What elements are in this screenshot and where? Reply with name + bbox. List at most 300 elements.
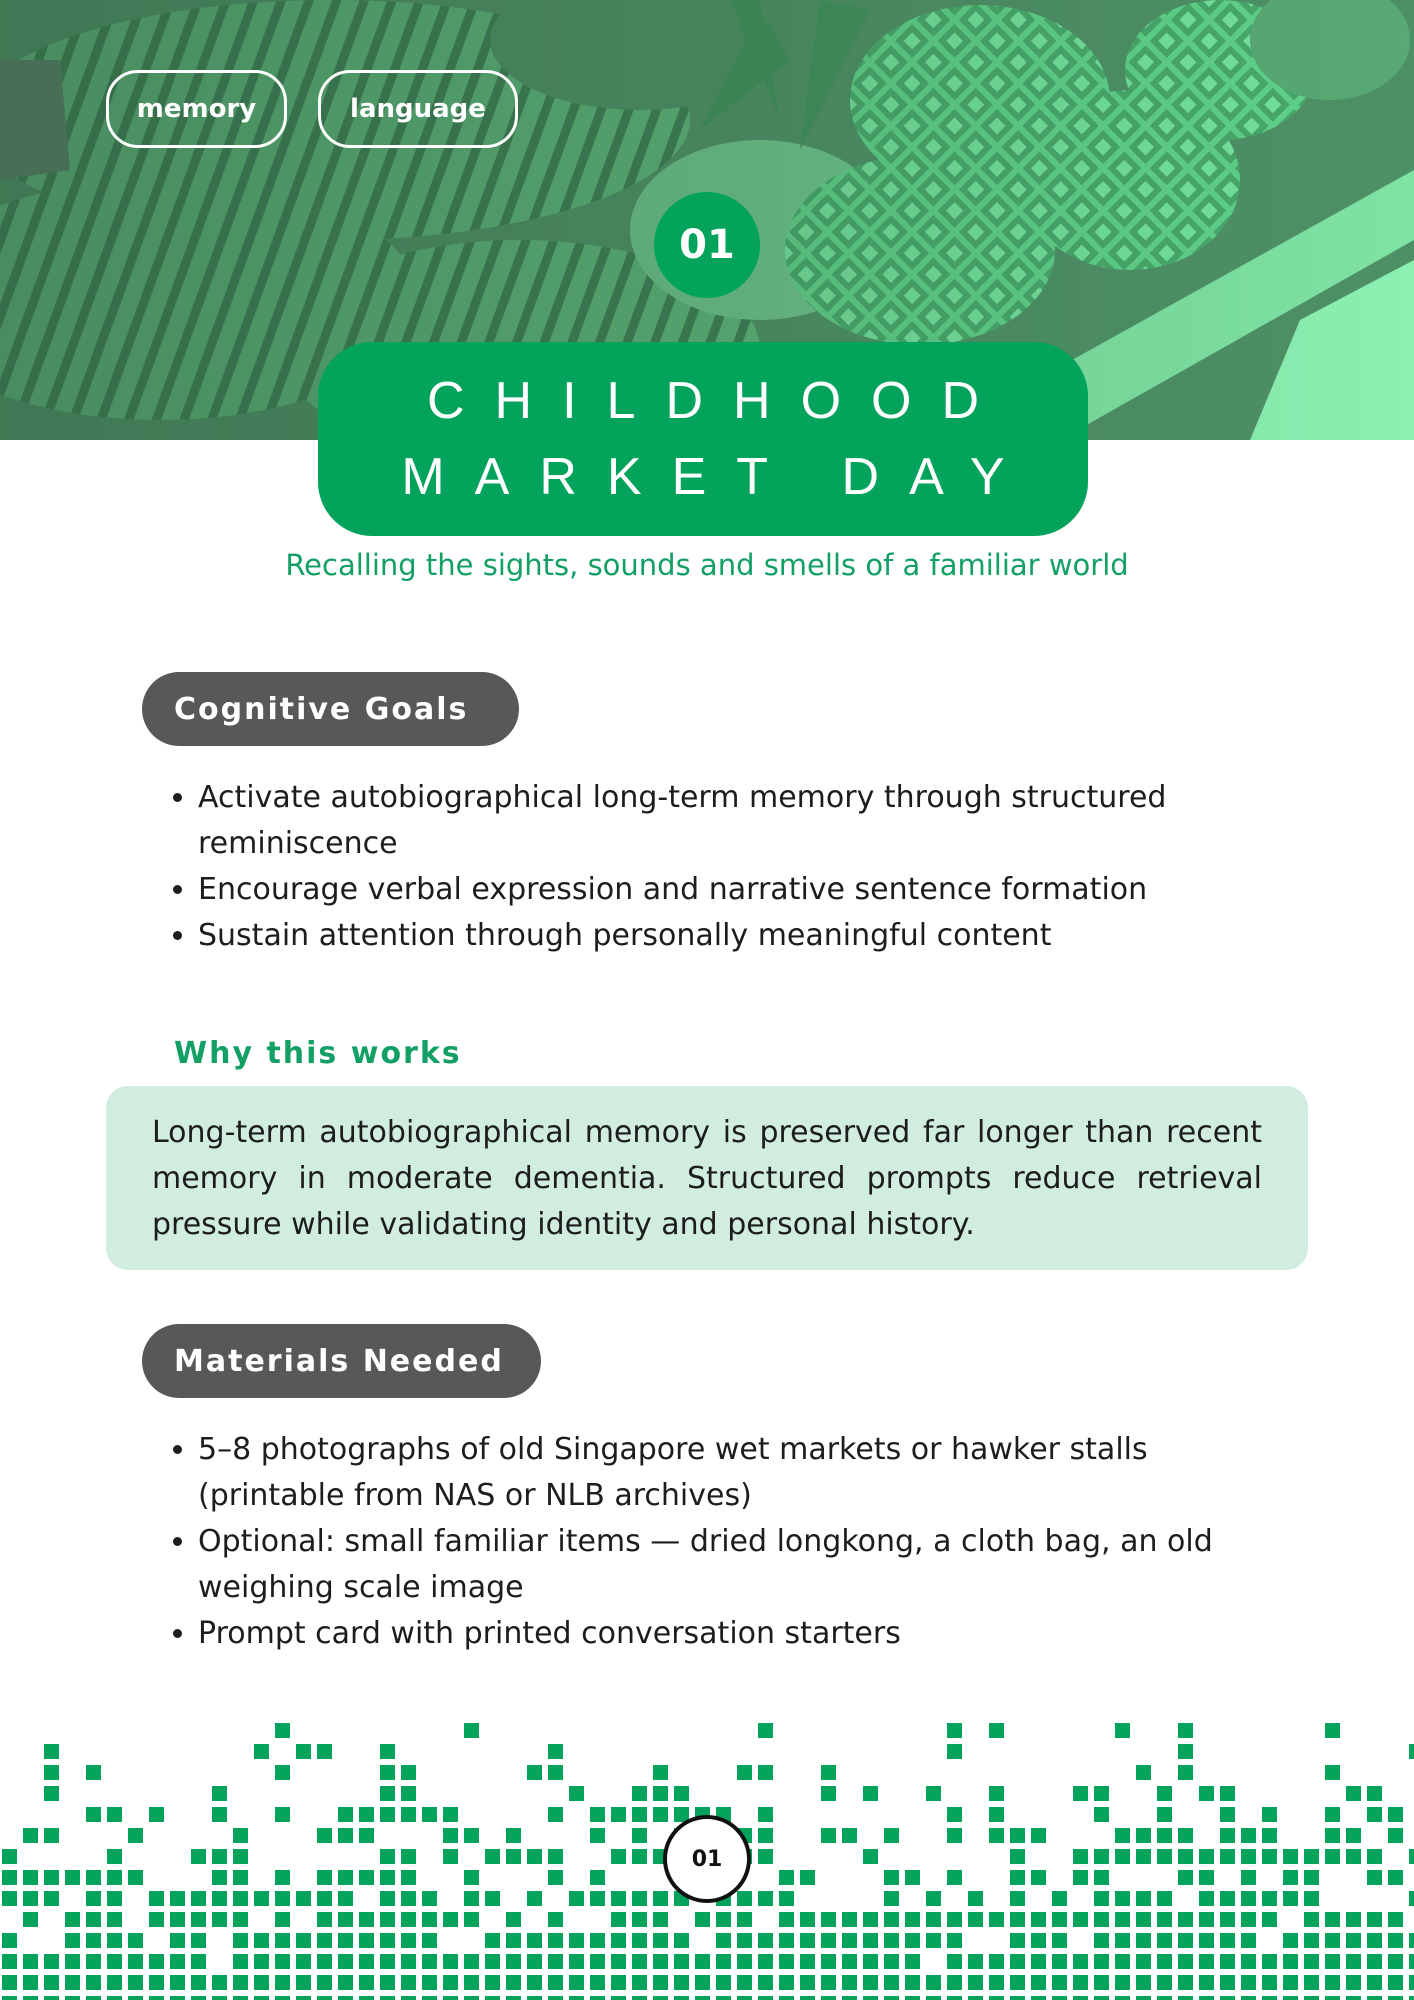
- pixel-square: [863, 1996, 878, 2000]
- pixel-square: [842, 1933, 857, 1948]
- pixel-square: [338, 1891, 353, 1906]
- list-item: • Optional: small familiar items — dried longkong, a cloth bag, an old weighing scale image: [198, 1519, 1268, 1611]
- pixel-square: [863, 1933, 878, 1948]
- pixel-square: [1136, 1975, 1151, 1990]
- pixel-square: [1220, 1975, 1235, 1990]
- pixel-square: [485, 1933, 500, 1948]
- pixel-square: [947, 1870, 962, 1885]
- pixel-square: [380, 1870, 395, 1885]
- pixel-square: [1031, 1870, 1046, 1885]
- pixel-square: [716, 1975, 731, 1990]
- pixel-square: [1115, 1975, 1130, 1990]
- pixel-square: [443, 1807, 458, 1822]
- pixel-square: [422, 1933, 437, 1948]
- pixel-square: [1178, 1996, 1193, 2000]
- pixel-square: [842, 1996, 857, 2000]
- section-heading-materials: Materials Needed: [142, 1324, 541, 1398]
- pixel-square: [527, 1996, 542, 2000]
- pixel-square: [1388, 1870, 1403, 1885]
- pixel-square: [380, 1849, 395, 1864]
- pixel-square: [1136, 1996, 1151, 2000]
- pixel-square: [569, 1954, 584, 1969]
- pixel-square: [548, 1765, 563, 1780]
- pixel-square: [1157, 1954, 1172, 1969]
- pixel-square: [1094, 1891, 1109, 1906]
- pixel-square: [947, 1933, 962, 1948]
- list-item: • Sustain attention through personally meaningful content: [198, 913, 1268, 959]
- pixel-square: [254, 1954, 269, 1969]
- pixel-square: [1367, 1849, 1382, 1864]
- pixel-square: [86, 1996, 101, 2000]
- pixel-square: [338, 1996, 353, 2000]
- pixel-square: [632, 1786, 647, 1801]
- pixel-square: [296, 1744, 311, 1759]
- pixel-square: [632, 1828, 647, 1843]
- pixel-square: [695, 1954, 710, 1969]
- pixel-square: [401, 1870, 416, 1885]
- pixel-square: [401, 1849, 416, 1864]
- pixel-square: [1178, 1933, 1193, 1948]
- pixel-square: [422, 1912, 437, 1927]
- pixel-square: [1073, 1975, 1088, 1990]
- pixel-square: [23, 1870, 38, 1885]
- pixel-square: [1052, 1954, 1067, 1969]
- pixel-square: [149, 1891, 164, 1906]
- pixel-square: [947, 1807, 962, 1822]
- pixel-square: [275, 1870, 290, 1885]
- pixel-square: [1052, 1891, 1067, 1906]
- pixel-square: [1367, 1786, 1382, 1801]
- pixel-square: [107, 1975, 122, 1990]
- pixel-square: [926, 1786, 941, 1801]
- pixel-square: [1367, 1933, 1382, 1948]
- pixel-square: [632, 1975, 647, 1990]
- pixel-square: [1283, 1849, 1298, 1864]
- pixel-square: [485, 1849, 500, 1864]
- pixel-square: [1073, 1870, 1088, 1885]
- pixel-square: [1220, 1807, 1235, 1822]
- pixel-square: [233, 1975, 248, 1990]
- pixel-square: [443, 1912, 458, 1927]
- pixel-square: [1325, 1912, 1340, 1927]
- pixel-square: [1220, 1828, 1235, 1843]
- pixel-square: [863, 1954, 878, 1969]
- pixel-square: [1094, 1912, 1109, 1927]
- pixel-square: [380, 1765, 395, 1780]
- pixel-square: [359, 1954, 374, 1969]
- pixel-square: [2, 1996, 17, 2000]
- pixel-square: [338, 1807, 353, 1822]
- pixel-square: [1262, 1849, 1277, 1864]
- pixel-square: [1241, 1828, 1256, 1843]
- pixel-square: [401, 1933, 416, 1948]
- tag-language: language: [318, 70, 518, 148]
- pixel-square: [947, 1744, 962, 1759]
- pixel-square: [779, 1975, 794, 1990]
- pixel-square: [653, 1765, 668, 1780]
- tag-memory: memory: [106, 70, 287, 148]
- pixel-square: [905, 1954, 920, 1969]
- pixel-square: [1325, 1723, 1340, 1738]
- pixel-square: [296, 1975, 311, 1990]
- pixel-square: [2, 1975, 17, 1990]
- pixel-square: [191, 1912, 206, 1927]
- pixel-square: [884, 1912, 899, 1927]
- pixel-square: [1388, 1996, 1403, 2000]
- pixel-square: [338, 1912, 353, 1927]
- pixel-square: [1304, 1870, 1319, 1885]
- pixel-square: [254, 1891, 269, 1906]
- pixel-square: [1220, 1996, 1235, 2000]
- pixel-square: [149, 1912, 164, 1927]
- pixel-square: [632, 1954, 647, 1969]
- pixel-square: [296, 1891, 311, 1906]
- pixel-square: [1388, 1828, 1403, 1843]
- pixel-square: [821, 1765, 836, 1780]
- pixel-square: [1094, 1786, 1109, 1801]
- pixel-square: [716, 1996, 731, 2000]
- pixel-square: [590, 1933, 605, 1948]
- pixel-square: [275, 1933, 290, 1948]
- pixel-square: [1346, 1849, 1361, 1864]
- pixel-square: [1199, 1933, 1214, 1948]
- pixel-square: [653, 1786, 668, 1801]
- pixel-square: [317, 1744, 332, 1759]
- pixel-square: [737, 1954, 752, 1969]
- pixel-square: [1262, 1996, 1277, 2000]
- pixel-square: [548, 1996, 563, 2000]
- pixel-square: [548, 1870, 563, 1885]
- pixel-square: [632, 1996, 647, 2000]
- pixel-square: [1241, 1912, 1256, 1927]
- pixel-square: [422, 1996, 437, 2000]
- pixel-square: [1199, 1975, 1214, 1990]
- pixel-square: [758, 1996, 773, 2000]
- list-item: • Prompt card with printed conversation starters: [198, 1611, 1268, 1657]
- pixel-square: [44, 1954, 59, 1969]
- pixel-square: [212, 1912, 227, 1927]
- pixel-square: [359, 1996, 374, 2000]
- pixel-square: [926, 1975, 941, 1990]
- pixel-square: [170, 1933, 185, 1948]
- pixel-square: [695, 1975, 710, 1990]
- pixel-square: [506, 1996, 521, 2000]
- pixel-square: [1304, 1891, 1319, 1906]
- pixel-square: [1241, 1954, 1256, 1969]
- pixel-square: [1262, 1954, 1277, 1969]
- pixel-square: [1409, 1933, 1414, 1948]
- pixel-square: [989, 1807, 1004, 1822]
- why-heading: Why this works: [174, 1036, 462, 1071]
- pixel-square: [1178, 1744, 1193, 1759]
- pixel-square: [1325, 1975, 1340, 1990]
- pixel-square: [1304, 1996, 1319, 2000]
- pixel-square: [1304, 1975, 1319, 1990]
- pixel-square: [821, 1828, 836, 1843]
- pixel-square: [1220, 1954, 1235, 1969]
- title-line-1: CHILDHOOD: [426, 372, 1010, 430]
- pixel-square: [1031, 1975, 1046, 1990]
- pixel-square: [1157, 1849, 1172, 1864]
- pixel-square: [527, 1849, 542, 1864]
- pixel-square: [884, 1828, 899, 1843]
- pixel-square: [1031, 1954, 1046, 1969]
- pixel-square: [1178, 1975, 1193, 1990]
- pixel-square: [359, 1933, 374, 1948]
- pixel-square: [842, 1954, 857, 1969]
- pixel-square: [233, 1828, 248, 1843]
- pixel-square: [65, 1996, 80, 2000]
- pixel-square: [1199, 1996, 1214, 2000]
- pixel-square: [317, 1996, 332, 2000]
- pixel-square: [632, 1891, 647, 1906]
- pixel-square: [338, 1828, 353, 1843]
- pixel-square: [716, 1912, 731, 1927]
- pixel-square: [422, 1891, 437, 1906]
- pixel-square: [1199, 1912, 1214, 1927]
- pixel-square: [758, 1765, 773, 1780]
- pixel-square: [2, 1933, 17, 1948]
- pixel-square: [1241, 1975, 1256, 1990]
- pixel-square: [296, 1954, 311, 1969]
- pixel-square: [1367, 1954, 1382, 1969]
- pixel-square: [989, 1828, 1004, 1843]
- pixel-square: [1031, 1996, 1046, 2000]
- pixel-square: [485, 1954, 500, 1969]
- pixel-square: [170, 1912, 185, 1927]
- pixel-square: [233, 1849, 248, 1864]
- pixel-square: [422, 1975, 437, 1990]
- pixel-square: [527, 1975, 542, 1990]
- pixel-square: [653, 1807, 668, 1822]
- pixel-square: [464, 1975, 479, 1990]
- pixel-square: [1367, 1975, 1382, 1990]
- pixel-square: [884, 1891, 899, 1906]
- pixel-square: [905, 1975, 920, 1990]
- pixel-square: [86, 1807, 101, 1822]
- pixel-square: [1199, 1891, 1214, 1906]
- pixel-square: [170, 1954, 185, 1969]
- pixel-square: [1115, 1912, 1130, 1927]
- pixel-square: [653, 1912, 668, 1927]
- title-line-2: MARKET DAY: [401, 448, 1035, 506]
- pixel-square: [1220, 1849, 1235, 1864]
- pixel-square: [65, 1954, 80, 1969]
- pixel-square: [527, 1933, 542, 1948]
- pixel-square: [23, 1954, 38, 1969]
- pixel-square: [1409, 1744, 1414, 1759]
- pixel-square: [1388, 1933, 1403, 1948]
- pixel-square: [1178, 1912, 1193, 1927]
- pixel-square: [800, 1912, 815, 1927]
- pixel-square: [338, 1954, 353, 1969]
- pixel-square: [380, 1996, 395, 2000]
- pixel-square: [107, 1891, 122, 1906]
- pixel-square: [317, 1975, 332, 1990]
- pixel-square: [569, 1786, 584, 1801]
- pixel-square: [506, 1975, 521, 1990]
- pixel-square: [1094, 1807, 1109, 1822]
- pixel-square: [1178, 1828, 1193, 1843]
- pixel-square: [695, 1912, 710, 1927]
- pixel-square: [275, 1891, 290, 1906]
- pixel-square: [23, 1912, 38, 1927]
- pixel-square: [947, 1975, 962, 1990]
- pixel-square: [590, 1807, 605, 1822]
- pixel-square: [968, 1891, 983, 1906]
- pixel-square: [359, 1975, 374, 1990]
- pixel-square: [1094, 1870, 1109, 1885]
- pixel-square: [107, 1807, 122, 1822]
- pixel-square: [1136, 1954, 1151, 1969]
- pixel-square: [44, 1744, 59, 1759]
- pixel-square: [1220, 1912, 1235, 1927]
- pixel-square: [1388, 1954, 1403, 1969]
- pixel-square: [464, 1996, 479, 2000]
- pixel-square: [548, 1975, 563, 1990]
- pixel-square: [611, 1912, 626, 1927]
- pixel-square: [506, 1849, 521, 1864]
- pixel-square: [107, 1954, 122, 1969]
- pixel-square: [233, 1912, 248, 1927]
- pixel-square: [422, 1954, 437, 1969]
- pixel-square: [779, 1954, 794, 1969]
- pixel-square: [380, 1807, 395, 1822]
- pixel-square: [380, 1954, 395, 1969]
- pixel-square: [2, 1954, 17, 1969]
- pixel-square: [86, 1954, 101, 1969]
- pixel-square: [842, 1828, 857, 1843]
- pixel-square: [275, 1807, 290, 1822]
- pixel-square: [1094, 1933, 1109, 1948]
- pixel-square: [800, 1870, 815, 1885]
- pixel-square: [758, 1975, 773, 1990]
- pixel-square: [1346, 1786, 1361, 1801]
- pixel-square: [926, 1891, 941, 1906]
- pixel-square: [863, 1849, 878, 1864]
- pixel-square: [590, 1870, 605, 1885]
- pixel-square: [107, 1849, 122, 1864]
- pixel-square: [254, 1996, 269, 2000]
- pixel-square: [1388, 1912, 1403, 1927]
- pixel-square: [128, 1996, 143, 2000]
- pixel-square: [863, 1786, 878, 1801]
- pixel-square: [317, 1828, 332, 1843]
- pixel-square: [149, 1975, 164, 1990]
- pixel-square: [65, 1912, 80, 1927]
- pixel-square: [1220, 1786, 1235, 1801]
- pixel-square: [233, 1870, 248, 1885]
- pixel-square: [716, 1933, 731, 1948]
- pixel-square: [212, 1849, 227, 1864]
- pixel-square: [821, 1975, 836, 1990]
- pixel-square: [569, 1891, 584, 1906]
- pixel-square: [1388, 1807, 1403, 1822]
- pixel-square: [1409, 1975, 1414, 1990]
- pixel-square: [737, 1765, 752, 1780]
- pixel-square: [674, 1786, 689, 1801]
- pixel-square: [1325, 1933, 1340, 1948]
- pixel-square: [233, 1891, 248, 1906]
- pixel-square: [1157, 1912, 1172, 1927]
- pixel-square: [233, 1954, 248, 1969]
- pixel-square: [674, 1954, 689, 1969]
- pixel-square: [191, 1849, 206, 1864]
- pixel-square: [401, 1954, 416, 1969]
- pixel-square: [1115, 1828, 1130, 1843]
- pixel-square: [86, 1891, 101, 1906]
- pixel-square: [1346, 1996, 1361, 2000]
- pixel-square: [338, 1975, 353, 1990]
- pixel-square: [1178, 1954, 1193, 1969]
- pixel-square: [275, 1954, 290, 1969]
- pixel-square: [107, 1870, 122, 1885]
- pixel-square: [968, 1954, 983, 1969]
- pixel-square: [1304, 1954, 1319, 1969]
- pixel-square: [2, 1849, 17, 1864]
- pixel-square: [65, 1933, 80, 1948]
- pixel-square: [44, 1828, 59, 1843]
- pixel-square: [947, 1954, 962, 1969]
- pixel-square: [548, 1954, 563, 1969]
- pixel-square: [401, 1807, 416, 1822]
- pixel-square: [548, 1744, 563, 1759]
- pixel-square: [590, 1828, 605, 1843]
- pixel-square: [1262, 1807, 1277, 1822]
- pixel-square: [548, 1912, 563, 1927]
- pixel-square: [1157, 1933, 1172, 1948]
- pixel-square: [1136, 1933, 1151, 1948]
- pixel-square: [443, 1975, 458, 1990]
- pixel-square: [107, 1996, 122, 2000]
- pixel-square: [1031, 1828, 1046, 1843]
- pixel-square: [653, 1933, 668, 1948]
- pixel-square: [275, 1912, 290, 1927]
- pixel-square: [464, 1912, 479, 1927]
- pixel-square: [779, 1912, 794, 1927]
- pixel-square: [800, 1975, 815, 1990]
- pixel-square: [296, 1996, 311, 2000]
- pixel-square: [1409, 1891, 1414, 1906]
- pixel-square: [674, 1975, 689, 1990]
- pixel-square: [611, 1807, 626, 1822]
- pixel-square: [1199, 1870, 1214, 1885]
- pixel-square: [842, 1975, 857, 1990]
- pixel-square: [1115, 1849, 1130, 1864]
- pixel-square: [464, 1723, 479, 1738]
- pixel-square: [1241, 1933, 1256, 1948]
- pixel-square: [1010, 1954, 1025, 1969]
- pixel-square: [254, 1933, 269, 1948]
- pixel-square: [758, 1723, 773, 1738]
- pixel-square: [1283, 1870, 1298, 1885]
- pixel-square: [1031, 1912, 1046, 1927]
- pixel-square: [1178, 1849, 1193, 1864]
- pixel-square: [422, 1807, 437, 1822]
- pixel-square: [1052, 1933, 1067, 1948]
- pixel-square: [359, 1807, 374, 1822]
- pixel-square: [212, 1975, 227, 1990]
- pixel-square: [128, 1870, 143, 1885]
- pixel-square: [1178, 1870, 1193, 1885]
- pixel-square: [926, 1912, 941, 1927]
- pixel-square: [485, 1891, 500, 1906]
- pixel-square: [191, 1954, 206, 1969]
- pixel-square: [1094, 1954, 1109, 1969]
- pixel-square: [1220, 1891, 1235, 1906]
- pixel-square: [23, 1828, 38, 1843]
- pixel-square: [86, 1870, 101, 1885]
